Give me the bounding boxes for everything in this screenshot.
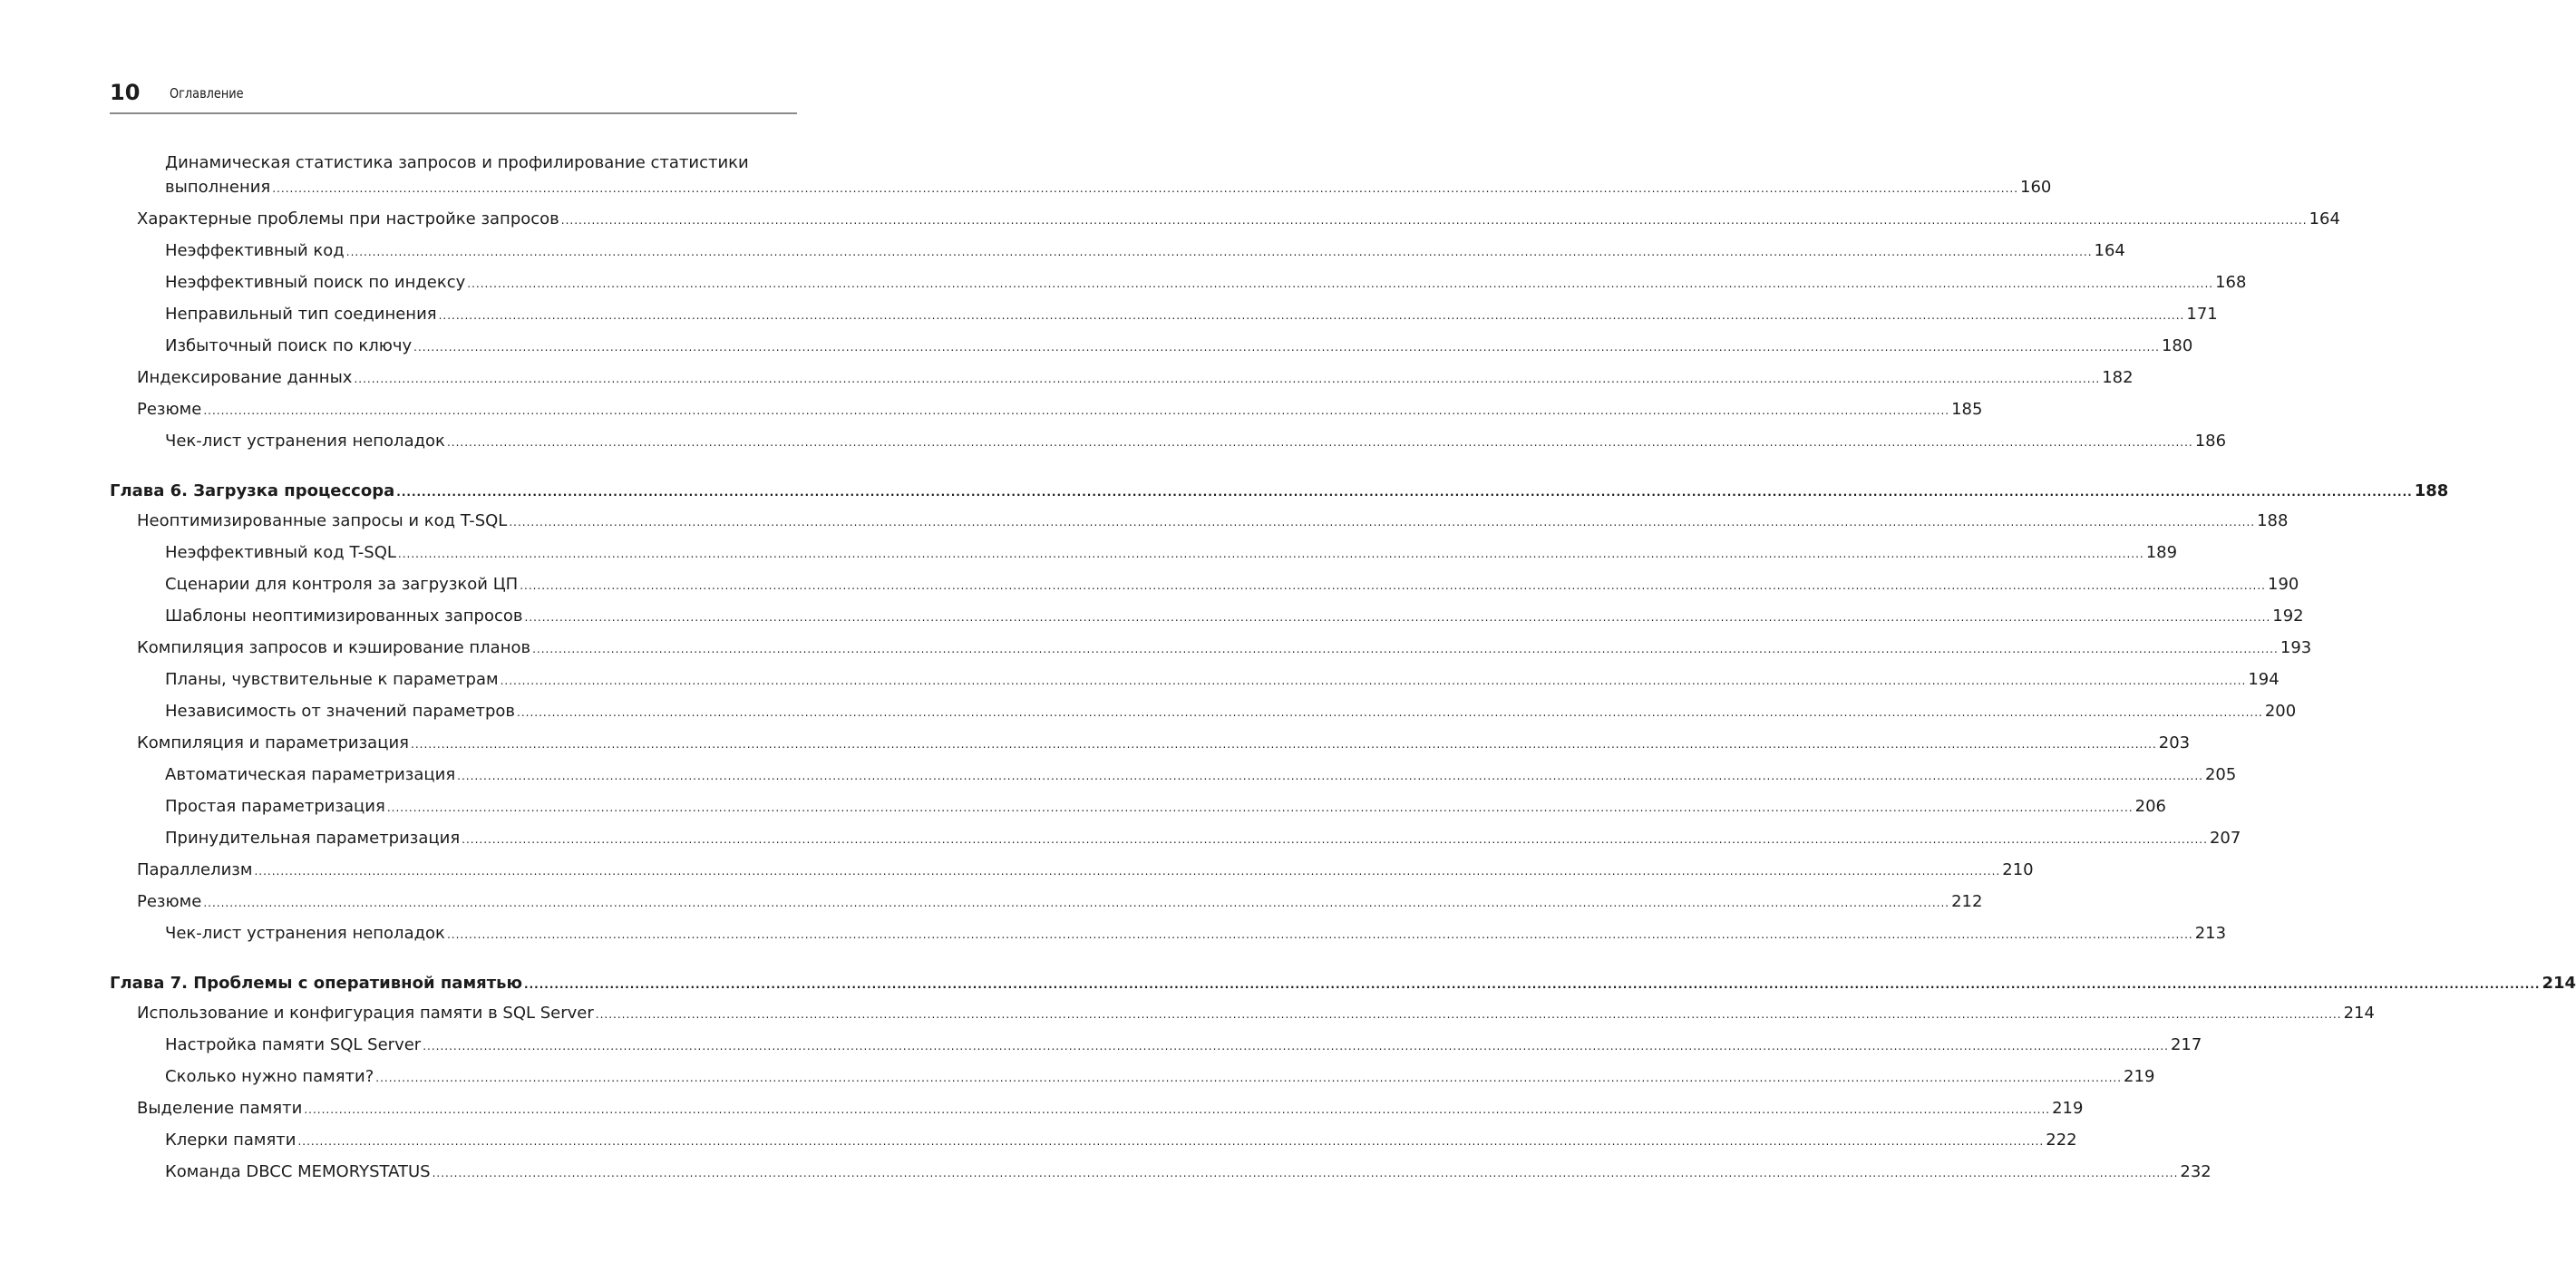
toc-entry-page-number: 190 (2268, 575, 2299, 594)
dot-leader: ................................................................................................................................................................................................................................................................................................................................................................................................................ (386, 801, 2134, 814)
toc-entry-page-number: 180 (2161, 336, 2193, 355)
toc-entry-page-number: 160 (2020, 178, 2052, 197)
toc-entry-title: Шаблоны неоптимизированных запросов (165, 607, 523, 626)
table-of-contents (110, 149, 2576, 1188)
toc-entry-line (165, 431, 2227, 453)
toc-entry-page-number: 168 (2215, 273, 2247, 292)
toc-entry-page-number: 185 (1951, 400, 1983, 419)
toc-entry[interactable] (110, 822, 2241, 854)
toc-entry-title: Компиляция запросов и кэширование планов (137, 638, 531, 657)
toc-entry[interactable] (110, 854, 2034, 886)
dot-leader: ................................................................................................................................................................................................................................................................................................................................................................................................................ (203, 897, 1950, 909)
toc-entry-title: Сценарии для контроля за загрузкой ЦП (165, 575, 519, 594)
dot-leader: ................................................................................................................................................................................................................................................................................................................................................................................................................ (462, 833, 2208, 846)
dot-leader: ................................................................................................................................................................................................................................................................................................................................................................................................................ (354, 373, 2101, 385)
toc-entry-page-number: 217 (2170, 1035, 2202, 1054)
dot-leader: ................................................................................................................................................................................................................................................................................................................................................................................................................ (500, 674, 2247, 687)
toc-entry[interactable] (110, 298, 2218, 330)
toc-entry-page-number: 219 (2052, 1099, 2084, 1118)
toc-entry-line (137, 510, 2289, 533)
dot-leader: ................................................................................................................................................................................................................................................................................................................................................................................................................ (411, 738, 2157, 751)
dot-leader: ................................................................................................................................................................................................................................................................................................................................................................................................................ (254, 865, 2001, 878)
toc-entry-line (137, 891, 1983, 914)
toc-entry[interactable] (110, 664, 2280, 695)
toc-entry[interactable] (110, 505, 2289, 537)
toc-entry-title: Чек-лист устранения неполадок (165, 432, 445, 451)
dot-leader: ................................................................................................................................................................................................................................................................................................................................................................................................................ (446, 928, 2193, 941)
toc-entry-line (165, 240, 2125, 263)
toc-entry[interactable] (110, 1124, 2077, 1156)
toc-entry-title: Команда DBCC MEMORYSTATUS (165, 1162, 431, 1181)
toc-entry[interactable] (110, 997, 2375, 1029)
dot-leader: ................................................................................................................................................................................................................................................................................................................................................................................................................ (423, 1040, 2169, 1053)
toc-entry-line (137, 859, 2034, 882)
toc-entry[interactable] (110, 1156, 2211, 1188)
toc-entry-line (110, 480, 2449, 503)
toc-entry[interactable] (110, 203, 2340, 235)
toc-entry-page-number: 222 (2046, 1131, 2077, 1150)
toc-entry[interactable] (110, 695, 2297, 727)
toc-entry-title: Индексирование данных (137, 368, 353, 387)
toc-entry-line (165, 1034, 2202, 1057)
toc-entry-line (110, 973, 2576, 995)
toc-entry[interactable] (110, 632, 2312, 664)
dot-leader: ................................................................................................................................................................................................................................................................................................................................................................................................................ (524, 611, 2271, 624)
toc-entry-line (165, 701, 2297, 723)
toc-entry-line (165, 1130, 2077, 1152)
dot-leader: ................................................................................................................................................................................................................................................................................................................................................................................................................ (446, 436, 2193, 449)
toc-entry-line (137, 367, 2134, 390)
toc-entry-title: Независимость от значений параметров (165, 702, 516, 721)
toc-entry-title: Выделение памяти (137, 1099, 303, 1118)
toc-entry-title: выполнения (165, 178, 271, 197)
toc-entry-page-number: 192 (2272, 607, 2304, 626)
toc-entry-title: Неэффективный код T-SQL (165, 543, 396, 562)
toc-entry-title-line1: Динамическая статистика запросов и профилирование статистики (165, 153, 749, 172)
dot-leader: ................................................................................................................................................................................................................................................................................................................................................................................................................ (517, 706, 2263, 719)
toc-entry-title: Клерки памяти (165, 1131, 296, 1150)
toc-entry-title: Настройка памяти SQL Server (165, 1035, 422, 1054)
toc-entry[interactable] (110, 330, 2193, 362)
dot-leader: ................................................................................................................................................................................................................................................................................................................................................................................................................ (509, 516, 2256, 529)
toc-entry-page-number: 214 (2542, 974, 2576, 993)
dot-leader: ................................................................................................................................................................................................................................................................................................................................................................................................................ (595, 1008, 2342, 1021)
toc-entry[interactable] (110, 886, 1983, 917)
toc-entry-title: Чек-лист устранения неполадок (165, 924, 445, 943)
toc-entry-line (165, 1066, 2155, 1089)
dot-leader: ................................................................................................................................................................................................................................................................................................................................................................................................................ (457, 770, 2203, 782)
toc-entry-page-number: 203 (2158, 733, 2191, 752)
toc-entry-title: Резюме (137, 892, 202, 911)
toc-entry-page-number: 164 (2094, 241, 2125, 260)
toc-entry[interactable] (110, 425, 2227, 457)
toc-entry-page-number: 189 (2145, 543, 2178, 562)
toc-entry-line (137, 399, 1983, 422)
toc-entry-title: Параллелизм (137, 860, 253, 879)
dot-leader: ................................................................................................................................................................................................................................................................................................................................................................................................................ (524, 978, 2541, 991)
toc-entry-title: Сколько нужно памяти? (165, 1067, 374, 1086)
toc-chapter-entry[interactable] (110, 460, 2449, 505)
toc-entry-page-number: 207 (2209, 829, 2241, 848)
toc-entry-title: Неэффективный код (165, 241, 345, 260)
toc-entry[interactable] (110, 1029, 2202, 1061)
dot-leader: ................................................................................................................................................................................................................................................................................................................................................................................................................ (560, 214, 2308, 227)
toc-entry-page-number: 194 (2248, 670, 2280, 689)
toc-entry[interactable] (110, 537, 2178, 568)
toc-entry[interactable] (110, 393, 1983, 425)
dot-leader: ................................................................................................................................................................................................................................................................................................................................................................................................................ (438, 309, 2185, 322)
toc-entry-line (165, 304, 2218, 326)
toc-entry-page-number: 200 (2264, 702, 2297, 721)
toc-entry-title: Использование и конфигурация памяти в SQL Server (137, 1004, 594, 1023)
toc-entry-title: Глава 7. Проблемы с оперативной памятью (110, 974, 523, 993)
dot-leader: ................................................................................................................................................................................................................................................................................................................................................................................................................ (413, 341, 2160, 354)
toc-entry[interactable] (110, 1061, 2155, 1092)
toc-entry-page-number: 232 (2180, 1162, 2211, 1181)
toc-entry[interactable] (110, 727, 2191, 759)
dot-leader: ................................................................................................................................................................................................................................................................................................................................................................................................................ (272, 182, 2019, 195)
dot-leader: ................................................................................................................................................................................................................................................................................................................................................................................................................ (297, 1135, 2045, 1148)
page-header (110, 76, 797, 114)
dot-leader: ................................................................................................................................................................................................................................................................................................................................................................................................................ (397, 548, 2144, 560)
dot-leader: ................................................................................................................................................................................................................................................................................................................................................................................................................ (467, 277, 2214, 290)
toc-entry[interactable] (110, 917, 2227, 949)
toc-entry-line (165, 1161, 2211, 1184)
toc-entry-page-number: 210 (2002, 860, 2034, 879)
toc-entry[interactable] (110, 149, 2052, 203)
toc-entry-page-number: 182 (2102, 368, 2134, 387)
toc-entry-page-number: 193 (2280, 638, 2312, 657)
toc-entry-title: Резюме (137, 400, 202, 419)
toc-entry-page-number: 186 (2194, 432, 2227, 451)
toc-entry-title: Характерные проблемы при настройке запросов (137, 209, 559, 228)
toc-entry-page-number: 219 (2124, 1067, 2155, 1086)
toc-entry-page-number: 171 (2186, 305, 2218, 324)
toc-entry[interactable] (110, 267, 2247, 298)
toc-entry-title: Компиляция и параметризация (137, 733, 409, 752)
toc-entry-page-number: 164 (2309, 209, 2340, 228)
toc-entry-page-number: 214 (2343, 1004, 2375, 1023)
toc-entry-line (137, 209, 2340, 231)
toc-entry-page-number: 188 (2257, 511, 2289, 530)
toc-entry[interactable] (110, 600, 2304, 632)
toc-entry-title: Планы, чувствительные к параметрам (165, 670, 499, 689)
toc-entry-line (165, 828, 2241, 850)
toc-entry-line (165, 923, 2227, 946)
toc-entry[interactable] (110, 791, 2166, 822)
toc-entry-line (165, 542, 2178, 565)
toc-entry-line (165, 177, 2052, 199)
dot-leader: ................................................................................................................................................................................................................................................................................................................................................................................................................ (375, 1072, 2123, 1084)
toc-entry[interactable] (110, 362, 2134, 393)
toc-entry[interactable] (110, 568, 2299, 600)
dot-leader: ................................................................................................................................................................................................................................................................................................................................................................................................................ (520, 579, 2266, 592)
toc-entry[interactable] (110, 759, 2237, 791)
toc-entry-page-number: 213 (2194, 924, 2227, 943)
running-title: Оглавление (170, 85, 244, 102)
toc-entry[interactable] (110, 1092, 2084, 1124)
toc-entry-page-number: 188 (2414, 481, 2449, 500)
toc-entry-line (137, 1003, 2375, 1025)
toc-entry-line (165, 764, 2237, 787)
dot-leader: ................................................................................................................................................................................................................................................................................................................................................................................................................ (432, 1167, 2179, 1179)
toc-entry-page-number: 205 (2204, 765, 2237, 784)
dot-leader: ................................................................................................................................................................................................................................................................................................................................................................................................................ (304, 1103, 2051, 1116)
toc-entry-title: Неправильный тип соединения (165, 305, 437, 324)
toc-entry-line (165, 669, 2280, 692)
toc-entry-title: Простая параметризация (165, 797, 385, 816)
toc-entry-page-number: 206 (2134, 797, 2166, 816)
toc-entry-line (165, 606, 2304, 628)
toc-entry-title: Избыточный поиск по ключу (165, 336, 413, 355)
dot-leader: ................................................................................................................................................................................................................................................................................................................................................................................................................ (532, 643, 2279, 655)
toc-chapter-entry[interactable] (110, 952, 2576, 997)
page-number: 10 (110, 80, 141, 105)
toc-entry-line (137, 637, 2312, 660)
dot-leader: ................................................................................................................................................................................................................................................................................................................................................................................................................ (203, 404, 1950, 417)
dot-leader: ................................................................................................................................................................................................................................................................................................................................................................................................................ (396, 486, 2413, 499)
toc-entry-title: Неоптимизированные запросы и код T-SQL (137, 511, 508, 530)
toc-entry-title: Неэффективный поиск по индексу (165, 273, 466, 292)
toc-entry-line (165, 796, 2166, 819)
toc-entry[interactable] (110, 235, 2125, 267)
toc-entry-line (137, 1098, 2084, 1121)
toc-entry-title: Глава 6. Загрузка процессора (110, 481, 395, 500)
toc-entry-line (165, 335, 2193, 358)
dot-leader: ................................................................................................................................................................................................................................................................................................................................................................................................................ (345, 246, 2093, 258)
toc-entry-title: Автоматическая параметризация (165, 765, 456, 784)
toc-entry-line (165, 272, 2247, 295)
toc-entry-page-number: 212 (1951, 892, 1983, 911)
toc-entry-title: Принудительная параметризация (165, 829, 461, 848)
toc-entry-line (165, 574, 2299, 597)
toc-entry-line (137, 733, 2191, 755)
